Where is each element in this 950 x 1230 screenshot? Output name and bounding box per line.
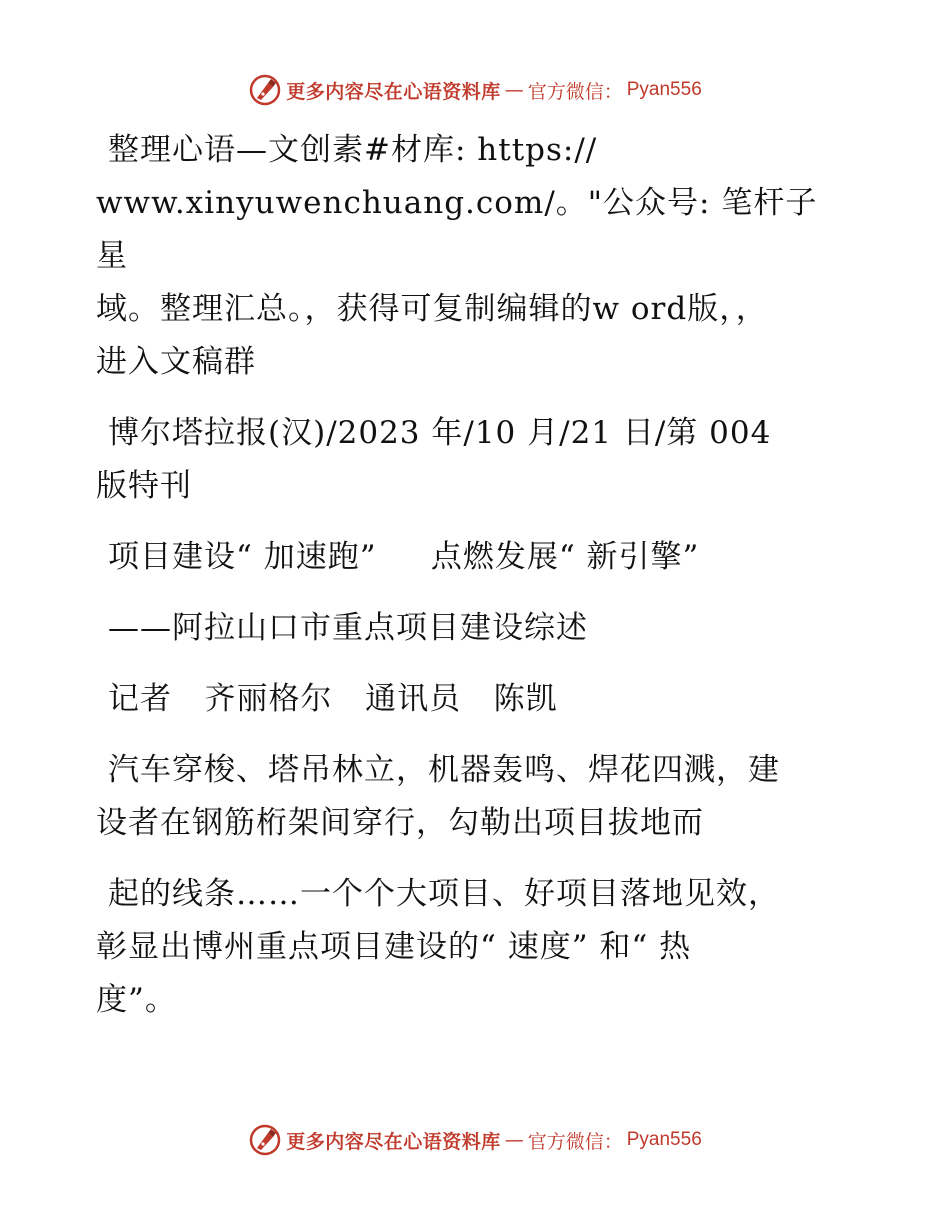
byline <box>96 673 836 726</box>
text-line: 记者 齐丽格尔 通讯员 陈凯 <box>108 681 558 717</box>
text-line: 版特刊 <box>96 468 192 504</box>
text-line: 度”。 <box>96 982 177 1018</box>
text-line: 域。整理汇总。，获得可复制编辑的w ord版，， <box>96 291 768 327</box>
banner-separator: — <box>504 79 524 101</box>
document-body <box>96 124 836 1027</box>
text-line: 项目建设“ 加速跑” 点燃发展“ 新引擎” <box>108 539 700 575</box>
text-line: 整理心语—文创素#材库: https:// <box>108 132 598 168</box>
text-line: 彰显出博州重点项目建设的“ 速度” 和“ 热 <box>96 929 692 965</box>
banner-wechat-id: Pyan556 <box>626 79 702 100</box>
banner-inner <box>248 1123 702 1157</box>
text-line: 博尔塔拉报(汉)/2023 年/10 月/21 日/第 004 <box>108 415 772 451</box>
footer-watermark-banner <box>0 1122 950 1158</box>
text-line: 起的线条……一个个大项目、好项目落地见效， <box>108 876 780 912</box>
source-note-paragraph <box>96 124 836 389</box>
banner-site-text: 更多内容尽在心语资料库 <box>286 1130 501 1153</box>
banner-inner <box>248 73 702 107</box>
body-paragraph-1 <box>96 744 836 850</box>
header-watermark-banner <box>0 72 950 108</box>
article-subtitle <box>96 602 836 655</box>
text-line: 设者在钢筋桁架间穿行，勾勒出项目拔地而 <box>96 805 704 841</box>
banner-wechat-label: 官方微信： <box>527 80 623 103</box>
publication-info-paragraph <box>96 407 836 513</box>
banner-wechat-label: 官方微信： <box>527 1130 623 1153</box>
banner-wechat-id: Pyan556 <box>626 1129 702 1150</box>
banner-site-text: 更多内容尽在心语资料库 <box>286 80 501 103</box>
pen-nib-icon <box>248 73 282 107</box>
text-line: 汽车穿梭、塔吊林立，机器轰鸣、焊花四溅，建 <box>108 752 780 788</box>
banner-separator: — <box>504 1129 524 1151</box>
article-title <box>96 531 836 584</box>
text-line: www.xinyuwenchuang.com/。"公众号: 笔杆子星 <box>96 185 818 274</box>
pen-nib-icon <box>248 1123 282 1157</box>
text-line: ——阿拉山口市重点项目建设综述 <box>108 610 588 646</box>
body-paragraph-2 <box>96 868 836 1027</box>
text-line: 进入文稿群 <box>96 344 256 380</box>
